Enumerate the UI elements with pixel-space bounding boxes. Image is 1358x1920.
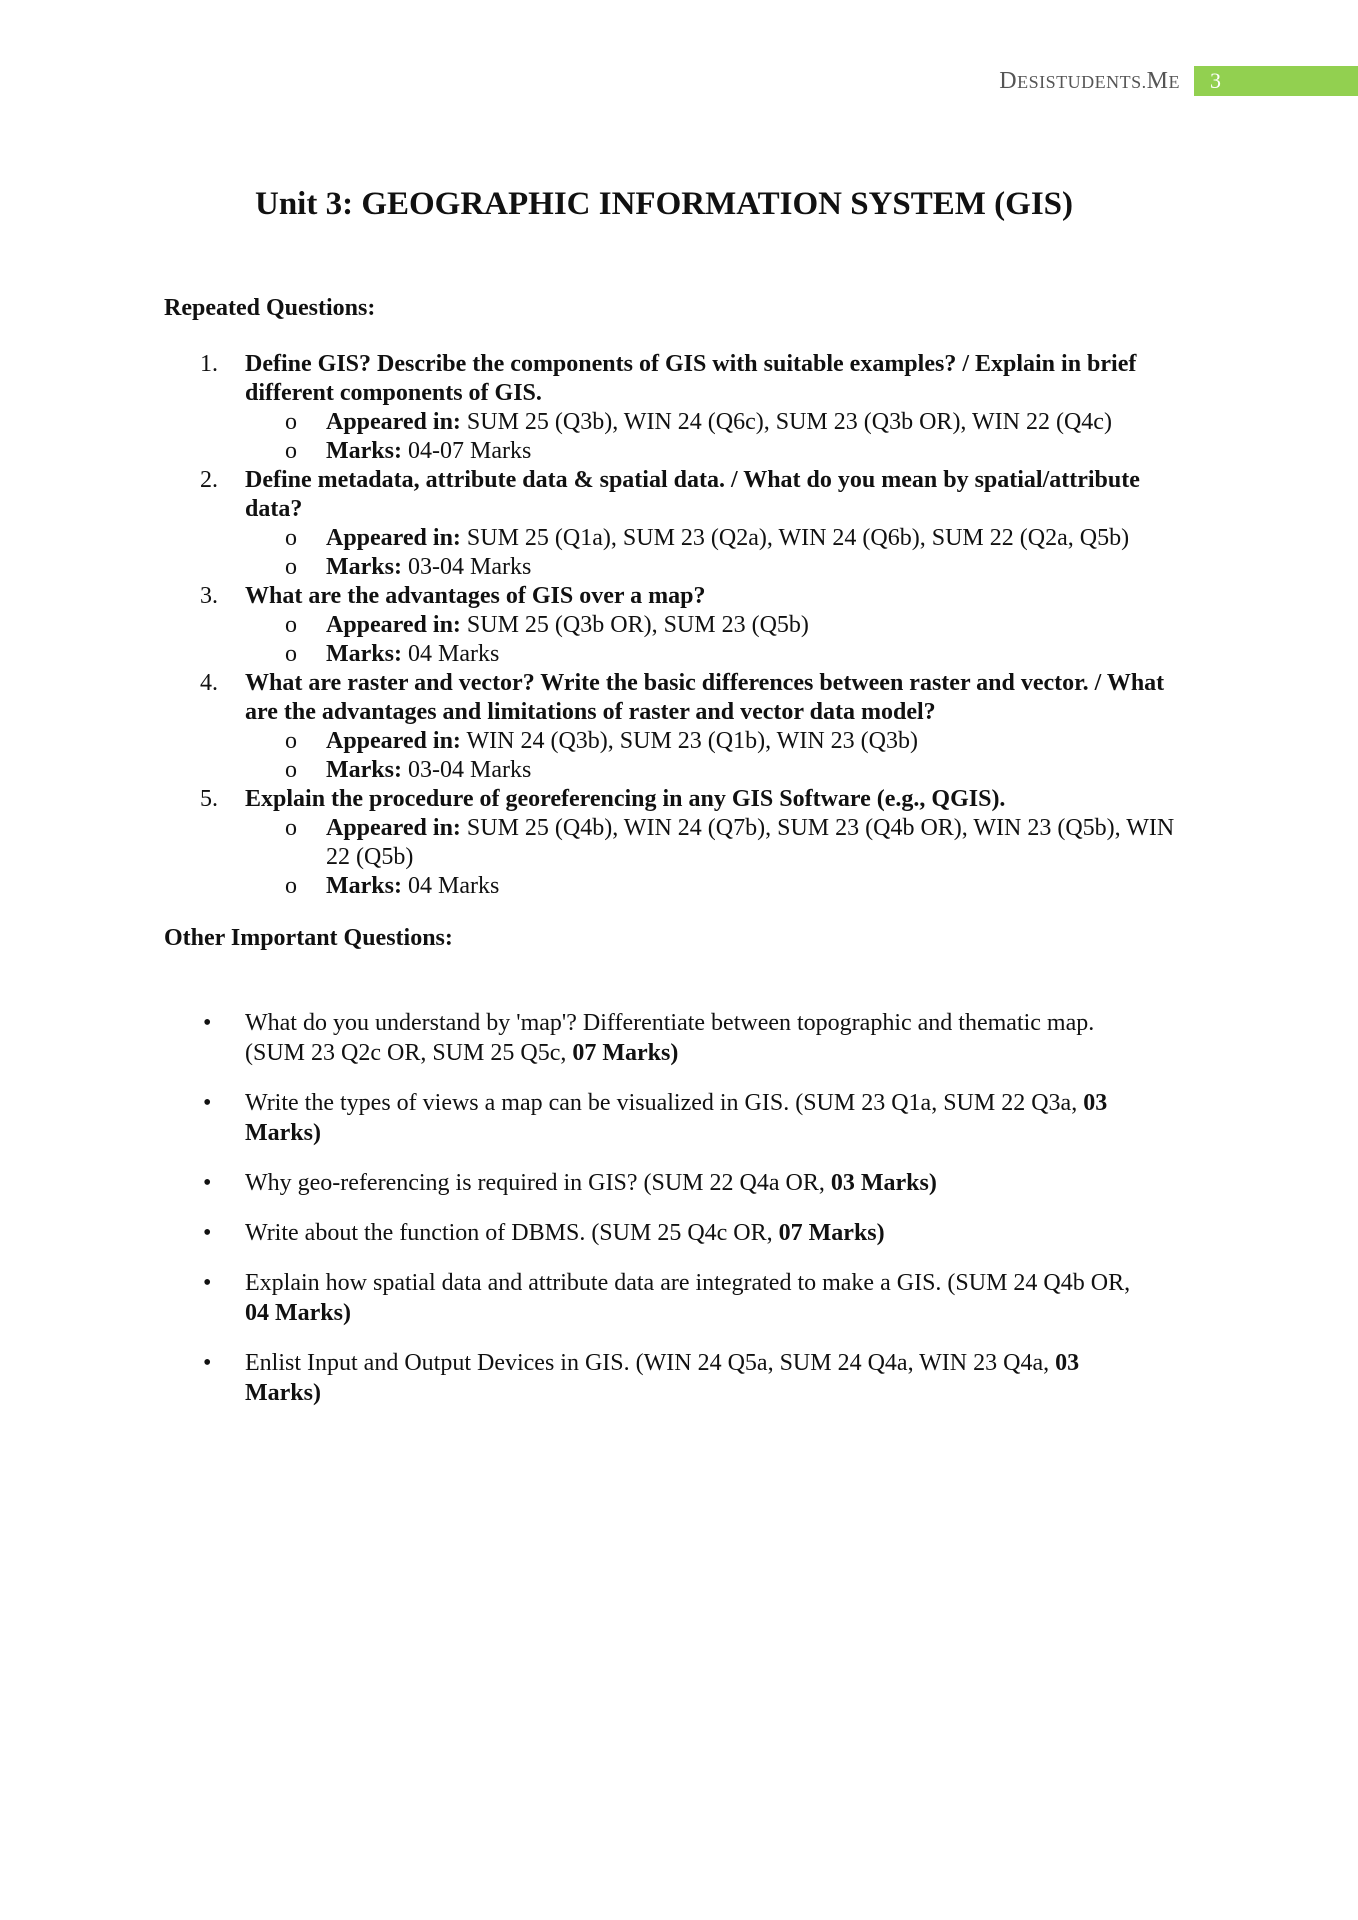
site-name: DESISTUDENTS.ME bbox=[999, 67, 1180, 94]
question-number: 4. bbox=[200, 670, 218, 696]
sub-bullet: o bbox=[285, 409, 297, 435]
bullet: • bbox=[203, 1270, 212, 1296]
list-item: • Write about the function of DBMS. (SUM 25 Q4c OR, 07 Marks) bbox=[203, 1220, 885, 1246]
appeared-in-line: o Appeared in: WIN 24 (Q3b), SUM 23 (Q1b), WIN 23 (Q3b) bbox=[285, 728, 918, 754]
page-title: Unit 3: GEOGRAPHIC INFORMATION SYSTEM (GIS) bbox=[254, 186, 1074, 222]
bullet: • bbox=[203, 1170, 212, 1196]
repeated-questions-list bbox=[0, 350, 1358, 901]
sub-bullet: o bbox=[285, 554, 297, 580]
bullet: • bbox=[203, 1220, 212, 1246]
appeared-in-line: o Appeared in: SUM 25 (Q1a), SUM 23 (Q2a), WIN 24 (Q6b), SUM 22 (Q2a, Q5b) bbox=[285, 525, 1130, 551]
sub-bullet: o bbox=[285, 525, 297, 551]
sub-bullet: o bbox=[285, 728, 297, 754]
question-item bbox=[0, 350, 1358, 466]
list-item: • Write the types of views a map can be visualized in GIS. (SUM 23 Q1a, SUM 22 Q3a, 03 Marks) bbox=[203, 1090, 1108, 1146]
question-number: 3. bbox=[200, 583, 218, 609]
marks-line: o Marks: 04-07 Marks bbox=[285, 438, 532, 464]
sub-bullet: o bbox=[285, 815, 297, 841]
page-header bbox=[999, 66, 1358, 96]
question-number: 2. bbox=[200, 467, 218, 493]
sub-bullet: o bbox=[285, 641, 297, 667]
question-text: What are raster and vector? Write the basic differences between raster and vector. / What are the advantages and limitations of raster and vector data model? bbox=[245, 670, 1165, 725]
sub-bullet: o bbox=[285, 612, 297, 638]
page-number-badge: 3 bbox=[1194, 66, 1358, 96]
question-number: 5. bbox=[200, 786, 218, 812]
sub-bullet: o bbox=[285, 757, 297, 783]
other-questions-list bbox=[0, 1008, 1358, 1428]
sub-bullet: o bbox=[285, 438, 297, 464]
bullet: • bbox=[203, 1010, 212, 1036]
marks-line: o Marks: 03-04 Marks bbox=[285, 554, 532, 580]
question-number: 1. bbox=[200, 351, 218, 377]
list-item: • Enlist Input and Output Devices in GIS. (WIN 24 Q5a, SUM 24 Q4a, WIN 23 Q4a, 03 Marks) bbox=[203, 1350, 1080, 1406]
question-text: Define GIS? Describe the components of GIS with suitable examples? / Explain in brief different components of GIS. bbox=[245, 351, 1137, 406]
list-item: • Explain how spatial data and attribute data are integrated to make a GIS. (SUM 24 Q4b OR, 04 Marks) bbox=[203, 1270, 1131, 1326]
marks-line: o Marks: 03-04 Marks bbox=[285, 757, 532, 783]
appeared-in-line: o Appeared in: SUM 25 (Q3b), WIN 24 (Q6c), SUM 23 (Q3b OR), WIN 22 (Q4c) bbox=[285, 409, 1112, 435]
appeared-in-line: o Appeared in: SUM 25 (Q4b), WIN 24 (Q7b), SUM 23 (Q4b OR), WIN 23 (Q5b), WIN 22 (Q5b) bbox=[285, 815, 1175, 870]
question-item bbox=[0, 466, 1358, 582]
marks-line: o Marks: 04 Marks bbox=[285, 873, 500, 899]
sub-bullet: o bbox=[285, 873, 297, 899]
question-text: What are the advantages of GIS over a map? bbox=[245, 583, 706, 609]
bullet: • bbox=[203, 1090, 212, 1116]
question-text: Explain the procedure of georeferencing in any GIS Software (e.g., QGIS). bbox=[245, 786, 1006, 812]
appeared-in-line: o Appeared in: SUM 25 (Q3b OR), SUM 23 (Q5b) bbox=[285, 612, 809, 638]
repeated-questions-heading: Repeated Questions: bbox=[164, 295, 376, 321]
other-questions-heading: Other Important Questions: bbox=[164, 925, 453, 951]
list-item: • What do you understand by 'map'? Differentiate between topographic and thematic map. (SUM 23 Q2c OR, SUM 25 Q5c, 07 Marks) bbox=[203, 1010, 1095, 1066]
marks-line: o Marks: 04 Marks bbox=[285, 641, 500, 667]
question-text: Define metadata, attribute data & spatial data. / What do you mean by spatial/attribute data? bbox=[245, 467, 1140, 522]
question-item bbox=[0, 785, 1358, 901]
list-item: • Why geo-referencing is required in GIS? (SUM 22 Q4a OR, 03 Marks) bbox=[203, 1170, 937, 1196]
bullet: • bbox=[203, 1350, 212, 1376]
question-item bbox=[0, 582, 1358, 669]
question-item bbox=[0, 669, 1358, 785]
